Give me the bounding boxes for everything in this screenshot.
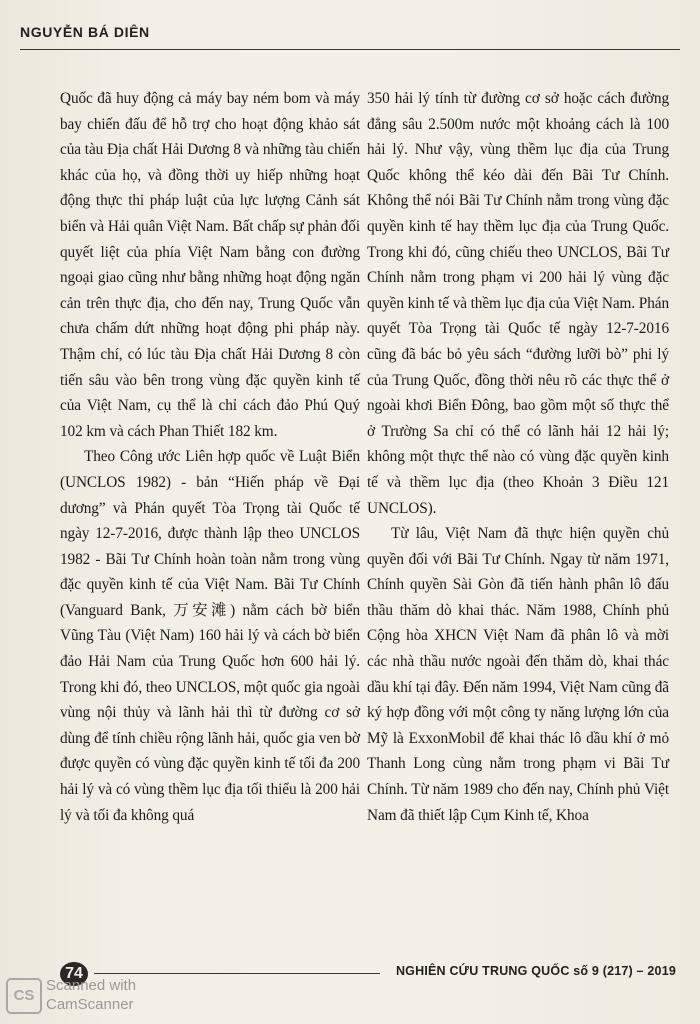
right-column (367, 86, 669, 828)
left-paragraph-1: Quốc đã huy động cả máy bay ném bom và máy bay chiến đấu để hỗ trợ cho hoạt động khảo sát của tàu Địa chất Hải Dương 8 và những tàu chiến khác của họ, và đồng thời uy hiếp những hoạt động thực thi pháp luật của lực lượng Cảnh sát biển và Hải quân Việt Nam. Bất chấp sự phản đối quyết liệt của phía Việt Nam bằng con đường ngoại giao cũng như bằng những hoạt động ngăn cản trên thực địa, cho đến nay, Trung Quốc vẫn chưa chấm dứt những hoạt động phi pháp này. Thậm chí, có lúc tàu Địa chất Hải Dương 8 còn tiến sâu vào bên trong vùng đặc quyền kinh tế của Việt Nam, cụ thể là chỉ cách đảo Phú Quý 102 km và cách Phan Thiết 182 km. (60, 90, 360, 440)
author-name: NGUYỄN BÁ DIÊN (20, 24, 150, 40)
camscanner-logo-icon: CS (6, 978, 42, 1014)
left-paragraph-2: Theo Công ước Liên hợp quốc về Luật Biển (UNCLOS 1982) - bản “Hiến pháp về Đại dương” và Phán quyết Tòa Trọng tài Quốc tế ngày 12-7-2016, được thành lập theo UNCLOS 1982 - Bãi Tư Chính hoàn toàn nằm trong vùng đặc quyền kinh tế của Việt Nam. Bãi Tư Chính (Vanguard Bank, 万安滩) nằm cách bờ biển Vũng Tàu (Việt Nam) 160 hải lý và cách bờ biển đảo Hải Nam của Trung Quốc hơn 600 hải lý. Trong khi đó, theo UNCLOS, một quốc gia ngoài vùng nội thủy và lãnh hải thì từ đường cơ sở dùng để tính chiều rộng lãnh hải, quốc gia ven bờ được quyền có vùng đặc quyền kinh tế tối đa 200 hải lý và có vùng thềm lục địa tối thiểu là 200 hải lý và tối đa không quá (60, 448, 360, 824)
watermark-text (46, 976, 136, 1014)
page-number: 74 (60, 962, 88, 986)
right-paragraph-1: 350 hải lý tính từ đường cơ sở hoặc cách đường đẳng sâu 2.500m nước một khoảng cách là 100 hải lý. Như vậy, vùng thềm lục địa của Trung Quốc không thể kéo dài đến Bãi Tư Chính. Không thể nói Bãi Tư Chính nằm trong vùng đặc quyền kinh tế hay thềm lục địa của Trung Quốc. Trong khi đó, cũng chiếu theo UNCLOS, Bãi Tư Chính nằm trong phạm vi 200 hải lý vùng đặc quyền kinh tế và thềm lục địa của Việt Nam. Phán quyết Tòa Trọng tài Quốc tế ngày 12-7-2016 cũng đã bác bỏ yêu sách “đường lưỡi bò” phi lý của Trung Quốc, đồng thời nêu rõ các thực thể ở ngoài khơi Biển Đông, bao gồm một số thực thể ở Trường Sa chỉ có thể có lãnh hải 12 hải lý; không một thực thể nào có vùng đặc quyền kinh tế và thềm lục địa (theo Khoản 3 Điều 121 UNCLOS). (367, 90, 669, 517)
watermark-line-2: CamScanner (46, 996, 134, 1013)
watermark-line-1: Scanned with (46, 977, 137, 994)
header-divider (20, 49, 680, 50)
scanner-watermark (6, 972, 226, 1016)
journal-title: NGHIÊN CỨU TRUNG QUỐC số 9 (217) – 2019 (395, 964, 676, 978)
left-column (60, 86, 360, 828)
right-paragraph-2: Từ lâu, Việt Nam đã thực hiện quyền chủ quyền đối với Bãi Tư Chính. Ngay từ năm 1971, Chính quyền Sài Gòn đã tiến hành phân lô đấu thầu thăm dò khai thác. Năm 1988, Chính phủ Cộng hòa XHCN Việt Nam đã phân lô và mời các nhà thầu nước ngoài đến thăm dò, khai thác dầu khí tại đây. Đến năm 1994, Việt Nam cũng đã ký hợp đồng với một công ty năng lượng lớn của Mỹ là ExxonMobil để khai thác lô dầu khí ở mỏ Thanh Long cùng nằm trong phạm vi Bãi Tư Chính. Từ năm 1989 cho đến nay, Chính phủ Việt Nam đã thiết lập Cụm Kinh tế, Khoa (367, 525, 669, 824)
page-header (20, 24, 680, 40)
